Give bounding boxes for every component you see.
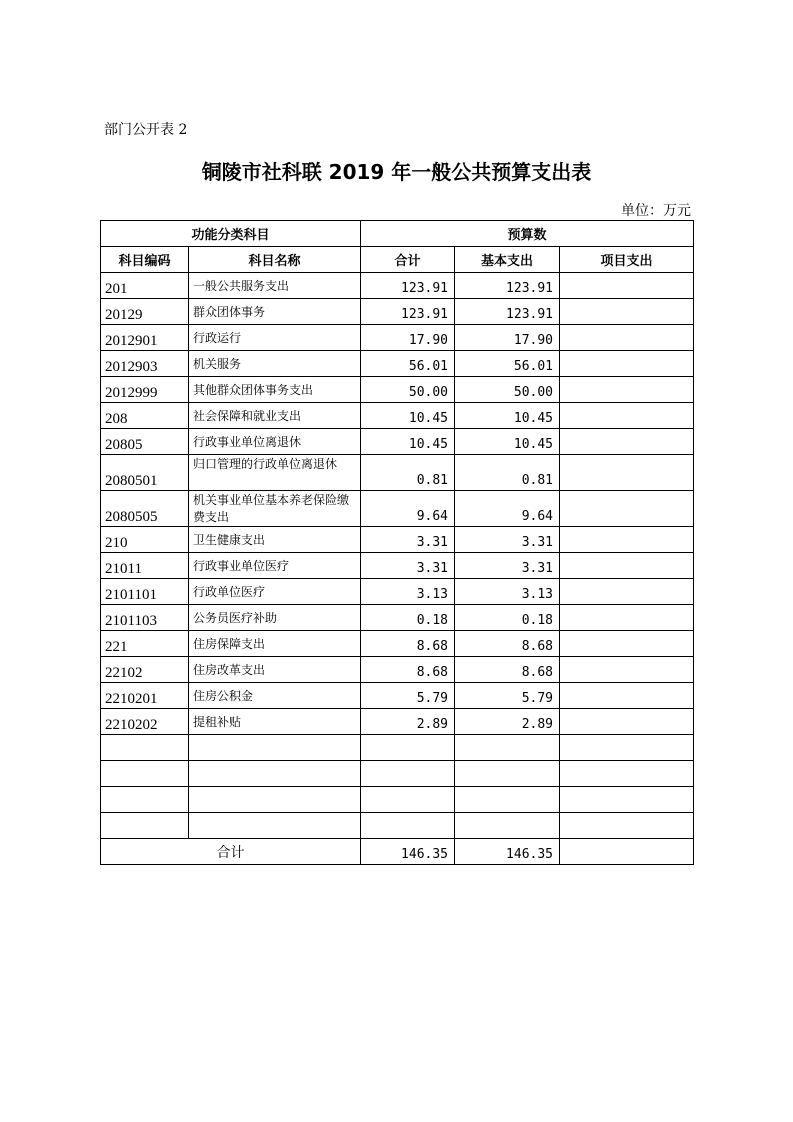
row-code: 2101103 bbox=[101, 605, 189, 631]
row-project bbox=[560, 657, 694, 683]
row-total: 0.18 bbox=[361, 605, 455, 631]
row-code: 221 bbox=[101, 631, 189, 657]
row-total: 50.00 bbox=[361, 377, 455, 403]
row-name: 住房保障支出 bbox=[189, 631, 361, 657]
row-name: 行政事业单位离退休 bbox=[189, 429, 361, 455]
row-basic: 0.81 bbox=[455, 455, 560, 491]
total-label: 合计 bbox=[101, 839, 361, 865]
total-sum: 146.35 bbox=[361, 839, 455, 865]
row-project bbox=[560, 631, 694, 657]
row-total: 123.91 bbox=[361, 273, 455, 299]
row-total: 3.31 bbox=[361, 553, 455, 579]
row-code: 20129 bbox=[101, 299, 189, 325]
empty-cell bbox=[560, 761, 694, 787]
row-code: 201 bbox=[101, 273, 189, 299]
row-code: 210 bbox=[101, 527, 189, 553]
row-basic: 123.91 bbox=[455, 299, 560, 325]
row-basic: 0.18 bbox=[455, 605, 560, 631]
row-project bbox=[560, 403, 694, 429]
row-total: 3.31 bbox=[361, 527, 455, 553]
empty-cell bbox=[455, 813, 560, 839]
row-total: 3.13 bbox=[361, 579, 455, 605]
row-project bbox=[560, 579, 694, 605]
row-total: 56.01 bbox=[361, 351, 455, 377]
row-project bbox=[560, 553, 694, 579]
row-basic: 10.45 bbox=[455, 403, 560, 429]
row-project bbox=[560, 605, 694, 631]
row-total: 5.79 bbox=[361, 683, 455, 709]
row-basic: 8.68 bbox=[455, 631, 560, 657]
table-row bbox=[101, 377, 694, 403]
row-project bbox=[560, 351, 694, 377]
row-code: 2080505 bbox=[101, 491, 189, 527]
table-row bbox=[101, 553, 694, 579]
row-code: 2012901 bbox=[101, 325, 189, 351]
row-name: 归口管理的行政单位离退休 bbox=[189, 455, 361, 491]
unit-label: 单位：万元 bbox=[621, 203, 691, 219]
table-row bbox=[101, 403, 694, 429]
row-project bbox=[560, 491, 694, 527]
row-project bbox=[560, 709, 694, 735]
row-code: 208 bbox=[101, 403, 189, 429]
row-basic: 3.31 bbox=[455, 527, 560, 553]
row-code: 2012903 bbox=[101, 351, 189, 377]
table-row bbox=[101, 709, 694, 735]
col-header-total: 合计 bbox=[361, 247, 455, 273]
header-functional-classification: 功能分类科目 bbox=[101, 221, 361, 247]
row-code: 2210201 bbox=[101, 683, 189, 709]
table-row bbox=[101, 683, 694, 709]
table-row bbox=[101, 273, 694, 299]
row-project bbox=[560, 299, 694, 325]
row-total: 0.81 bbox=[361, 455, 455, 491]
empty-cell bbox=[361, 787, 455, 813]
table-row bbox=[101, 429, 694, 455]
row-basic: 8.68 bbox=[455, 657, 560, 683]
total-row bbox=[101, 839, 694, 865]
row-name: 住房改革支出 bbox=[189, 657, 361, 683]
row-basic: 3.13 bbox=[455, 579, 560, 605]
row-total: 2.89 bbox=[361, 709, 455, 735]
empty-row bbox=[101, 787, 694, 813]
row-basic: 10.45 bbox=[455, 429, 560, 455]
row-basic: 56.01 bbox=[455, 351, 560, 377]
row-code: 21011 bbox=[101, 553, 189, 579]
empty-cell bbox=[361, 735, 455, 761]
row-basic: 9.64 bbox=[455, 491, 560, 527]
empty-cell bbox=[455, 761, 560, 787]
empty-cell bbox=[560, 787, 694, 813]
col-header-name: 科目名称 bbox=[189, 247, 361, 273]
empty-cell bbox=[361, 761, 455, 787]
row-total: 8.68 bbox=[361, 631, 455, 657]
row-project bbox=[560, 429, 694, 455]
document-label: 部门公开表 2 bbox=[104, 122, 188, 138]
table-row bbox=[101, 657, 694, 683]
row-project bbox=[560, 377, 694, 403]
table-row bbox=[101, 455, 694, 491]
empty-cell bbox=[189, 787, 361, 813]
row-code: 2101101 bbox=[101, 579, 189, 605]
empty-row bbox=[101, 761, 694, 787]
table-row bbox=[101, 491, 694, 527]
row-total: 10.45 bbox=[361, 403, 455, 429]
table-body bbox=[101, 273, 694, 839]
row-project bbox=[560, 683, 694, 709]
row-project bbox=[560, 273, 694, 299]
row-name: 住房公积金 bbox=[189, 683, 361, 709]
empty-cell bbox=[189, 761, 361, 787]
empty-cell bbox=[101, 787, 189, 813]
row-total: 10.45 bbox=[361, 429, 455, 455]
empty-cell bbox=[189, 813, 361, 839]
total-basic: 146.35 bbox=[455, 839, 560, 865]
row-total: 123.91 bbox=[361, 299, 455, 325]
row-project bbox=[560, 527, 694, 553]
row-name: 行政运行 bbox=[189, 325, 361, 351]
table-row bbox=[101, 299, 694, 325]
row-name: 群众团体事务 bbox=[189, 299, 361, 325]
col-header-project: 项目支出 bbox=[560, 247, 694, 273]
row-project bbox=[560, 455, 694, 491]
row-code: 2012999 bbox=[101, 377, 189, 403]
row-name: 机关事业单位基本养老保险缴费支出 bbox=[189, 491, 361, 527]
row-name: 行政单位医疗 bbox=[189, 579, 361, 605]
row-name: 卫生健康支出 bbox=[189, 527, 361, 553]
row-name: 一般公共服务支出 bbox=[189, 273, 361, 299]
row-name: 公务员医疗补助 bbox=[189, 605, 361, 631]
budget-table bbox=[100, 220, 694, 865]
empty-cell bbox=[455, 787, 560, 813]
empty-cell bbox=[101, 813, 189, 839]
row-basic: 17.90 bbox=[455, 325, 560, 351]
row-basic: 2.89 bbox=[455, 709, 560, 735]
empty-row bbox=[101, 813, 694, 839]
row-basic: 123.91 bbox=[455, 273, 560, 299]
row-total: 8.68 bbox=[361, 657, 455, 683]
empty-row bbox=[101, 735, 694, 761]
row-name: 行政事业单位医疗 bbox=[189, 553, 361, 579]
header-budget: 预算数 bbox=[361, 221, 694, 247]
row-basic: 5.79 bbox=[455, 683, 560, 709]
table-row bbox=[101, 527, 694, 553]
total-project bbox=[560, 839, 694, 865]
row-code: 2210202 bbox=[101, 709, 189, 735]
row-name: 提租补贴 bbox=[189, 709, 361, 735]
row-name: 机关服务 bbox=[189, 351, 361, 377]
empty-cell bbox=[455, 735, 560, 761]
empty-cell bbox=[101, 761, 189, 787]
table-row bbox=[101, 579, 694, 605]
row-code: 2080501 bbox=[101, 455, 189, 491]
row-name: 社会保障和就业支出 bbox=[189, 403, 361, 429]
empty-cell bbox=[189, 735, 361, 761]
page-title: 铜陵市社科联 2019 年一般公共预算支出表 bbox=[201, 160, 592, 184]
col-header-basic: 基本支出 bbox=[455, 247, 560, 273]
table-row bbox=[101, 325, 694, 351]
table-row bbox=[101, 605, 694, 631]
row-project bbox=[560, 325, 694, 351]
row-total: 17.90 bbox=[361, 325, 455, 351]
col-header-code: 科目编码 bbox=[101, 247, 189, 273]
empty-cell bbox=[101, 735, 189, 761]
row-code: 22102 bbox=[101, 657, 189, 683]
row-basic: 50.00 bbox=[455, 377, 560, 403]
empty-cell bbox=[560, 735, 694, 761]
table-row bbox=[101, 351, 694, 377]
row-code: 20805 bbox=[101, 429, 189, 455]
table-row bbox=[101, 631, 694, 657]
row-name: 其他群众团体事务支出 bbox=[189, 377, 361, 403]
empty-cell bbox=[560, 813, 694, 839]
row-basic: 3.31 bbox=[455, 553, 560, 579]
empty-cell bbox=[361, 813, 455, 839]
row-total: 9.64 bbox=[361, 491, 455, 527]
